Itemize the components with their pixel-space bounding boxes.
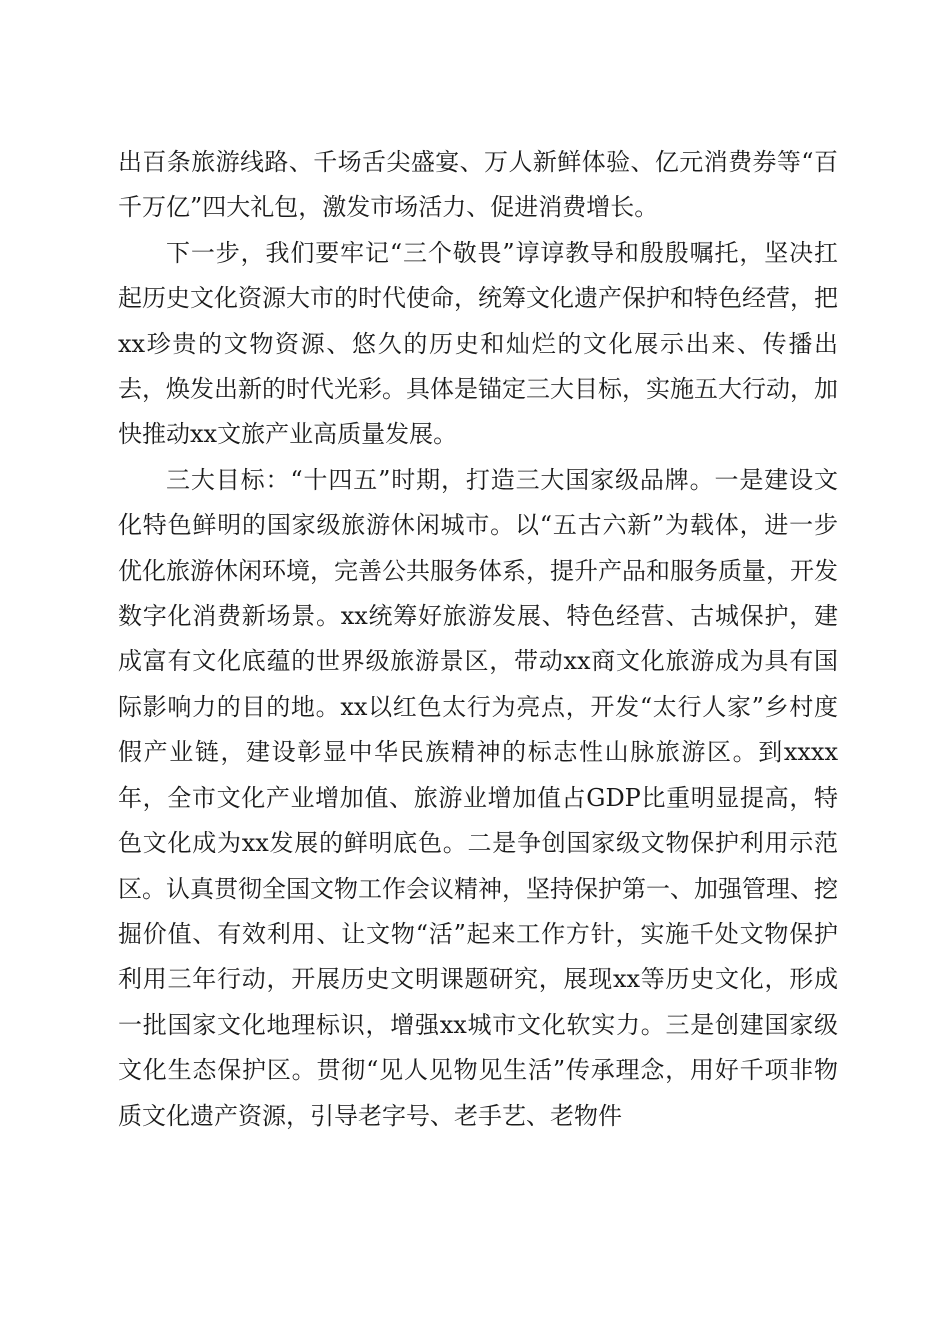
paragraph-three-goals: 三大目标：“十四五”时期，打造三大国家级品牌。一是建设文化特色鲜明的国家级旅游休闲城市。以“五古六新”为载体，进一步优化旅游休闲环境，完善公共服务体系，提升产品和服务质量，开发数字化消费新场景。xx统筹好旅游发展、特色经营、古城保护，建成富有文化底蕴的世界级旅游景区，带动xx商文化旅游成为具有国际影响力的目的地。xx以红色太行为亮点，开发“太行人家”乡村度假产业链，建设彰显中华民族精神的标志性山脉旅游区。到xxxx年，全市文化产业增加值、旅游业增加值占GDP比重明显提高，特色文化成为xx发展的鲜明底色。二是争创国家级文物保护利用示范区。认真贯彻全国文物工作会议精神，坚持保护第一、加强管理、挖掘价值、有效利用、让文物“活”起来工作方针，实施千处文物保护利用三年行动，开展历史文明课题研究，展现xx等历史文化，形成一批国家文化地理标识，增强xx城市文化软实力。三是创建国家级文化生态保护区。贯彻“见人见物见生活”传承理念，用好千项非物质文化遗产资源，引导老字号、老手艺、老物件	[118, 465, 838, 1130]
paragraph-next-steps: 下一步，我们要牢记“三个敬畏”谆谆教导和殷殷嘱托，坚决扛起历史文化资源大市的时代使命，统筹文化遗产保护和特色经营，把xx珍贵的文物资源、悠久的历史和灿烂的文化展示出来、传播出去，焕发出新的时代光彩。具体是锚定三大目标，实施五大行动，加快推动xx文旅产业高质量发展。	[118, 238, 838, 449]
body-text	[118, 140, 838, 1139]
paragraph-continuation: 出百条旅游线路、千场舌尖盛宴、万人新鲜体验、亿元消费券等“百千万亿”四大礼包，激发市场活力、促进消费增长。	[118, 148, 838, 222]
